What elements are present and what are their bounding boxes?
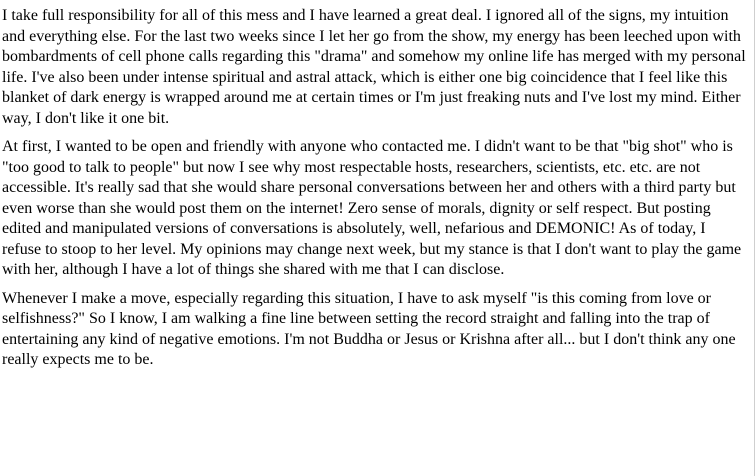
paragraph-responsibility: I take full responsibility for all of this mess and I have learned a great deal. I ignored all of the signs, my intuition and everything else. For the last two weeks since I let her go from the show, my energy has been leeched upon with bombardments of cell phone calls regarding this "drama" and somehow my online life has merged with my personal life. I've also been under intense spiritual and astral attack, which is either one big coincidence that I feel like this blanket of dark energy is wrapped around me at certain times or I'm just freaking nuts and I've lost my mind. Either way, I don't like it one bit.: [2, 7, 746, 127]
paragraph-open-and-friendly: At first, I wanted to be open and friendly with anyone who contacted me. I didn't want to be that "big shot" who is "too good to talk to people" but now I see why most respectable hosts, researchers, scientists, etc. etc. are not accessible. It's really sad that she would share personal conversations between her and others with a third party but even worse than she would post them on the internet! Zero sense of morals, dignity or self respect. But posting edited and manipulated versions of conversations is absolutely, well, nefarious and DEMONIC! As of today, I refuse to stoop to her level. My opinions may change next week, but my stance is that I don't want to play the game with her, although I have a lot of things she shared with me that I can disclose.: [2, 138, 742, 278]
article-body: [0, 6, 747, 379]
paragraph-love-or-selfishness: Whenever I make a move, especially regarding this situation, I have to ask myself "is this coming from love or selfishness?" So I know, I am walking a fine line between setting the record straight and falling into the trap of entertaining any kind of negative emotions. I'm not Buddha or Jesus or Krishna after all... but I don't think any one really expects me to be.: [2, 289, 736, 368]
